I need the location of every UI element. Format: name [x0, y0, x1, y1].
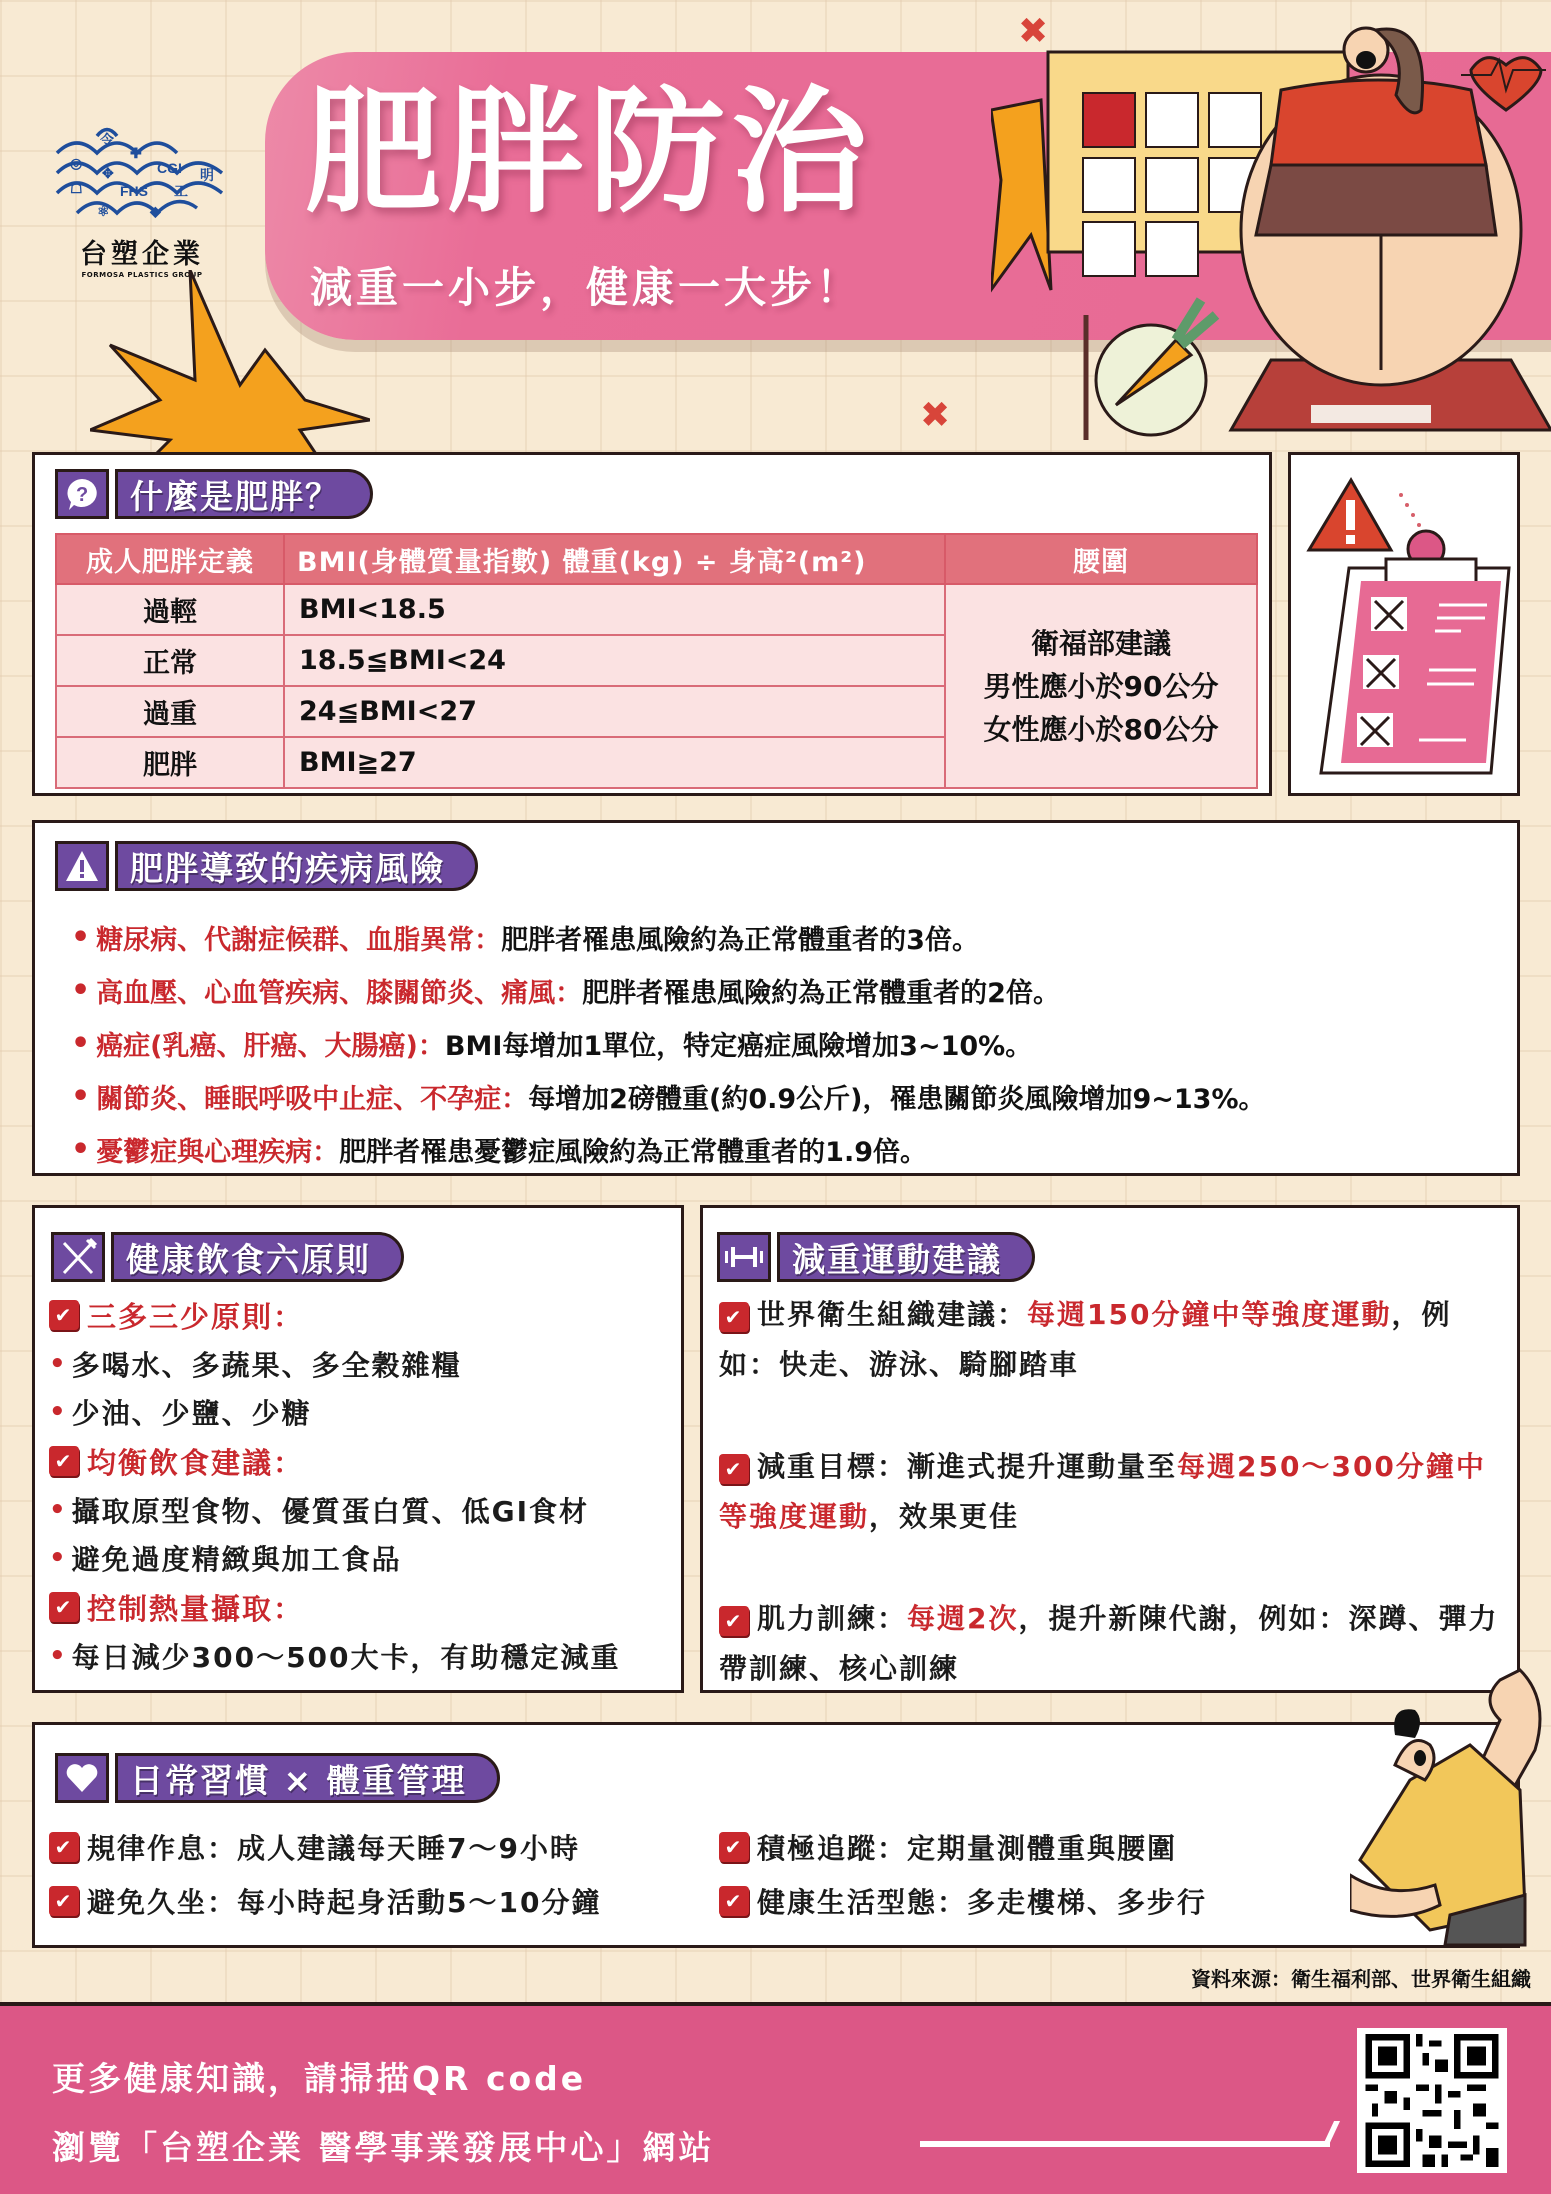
svg-text:◎: ◎ [70, 155, 83, 171]
risk-disease: 關節炎、睡眠呼吸中止症、不孕症： [96, 1084, 529, 1115]
checkbox-icon: ✔ [49, 1592, 79, 1622]
formosa-logo-icon [52, 118, 232, 228]
bmi-table [55, 533, 1258, 789]
heart-icon [55, 1753, 109, 1803]
bmi-range: 18.5≦BMI<24 [284, 635, 945, 686]
diet-heading-label: 均衡飲食建議： [87, 1445, 305, 1480]
list-item [719, 1442, 1509, 1542]
logo-name-cn: 台塑企業 [80, 239, 204, 270]
risk-disease: 憂鬱症與心理疾病： [96, 1137, 340, 1168]
exercise-text: 肌力訓練： [757, 1602, 908, 1635]
waist-line: 男性應小於90公分 [983, 669, 1219, 703]
risk-detail: BMI每增加1單位，特定癌症風險增加3~10%。 [444, 1031, 1033, 1062]
svg-text:◆: ◆ [150, 203, 161, 219]
diet-heading-label: 控制熱量攝取： [87, 1591, 305, 1626]
checkbox-icon: ✔ [719, 1302, 749, 1332]
risk-detail: 肥胖者罹患風險約為正常體重者的3倍。 [501, 925, 979, 956]
checkbox-icon: ✔ [719, 1886, 749, 1916]
table-header: BMI(身體質量指數) 體重(kg) ÷ 身高²(m²) [284, 534, 945, 584]
bullet-icon: • [71, 1079, 91, 1114]
formosa-logo [52, 118, 232, 279]
list-item [49, 1879, 719, 1923]
checkbox-icon: ✔ [49, 1886, 79, 1916]
bullet-icon: • [49, 1397, 68, 1427]
risk-detail: 每增加2磅體重(約0.9公斤)，罹患關節炎風險增加9~13%。 [528, 1084, 1266, 1115]
svg-text:CGI: CGI [157, 160, 182, 176]
habits-card [32, 1722, 1520, 1948]
logo-name-en: FORMOSA PLASTICS GROUP [81, 271, 203, 279]
list-item [49, 1340, 621, 1388]
bullet-icon: • [71, 920, 91, 955]
dumbbell-icon [717, 1232, 771, 1282]
section-title: 日常習慣 × 體重管理 [115, 1753, 500, 1803]
list-item [71, 1123, 1266, 1176]
page-title: 肥胖防治 [305, 74, 873, 232]
section-header [55, 1753, 500, 1803]
exercise-text: ，例如：快走、游泳、騎腳踏車 [719, 1298, 1452, 1381]
footer-line-2: 瀏覽「台塑企業 醫學事業發展中心」網站 [52, 2128, 715, 2167]
footer-line-1: 更多健康知識，請掃描QR code [52, 2059, 587, 2098]
list-item [719, 1825, 1319, 1869]
exercise-text: ，效果更佳 [869, 1500, 1020, 1533]
x-mark-icon: ✖ [920, 395, 951, 436]
fork-knife-icon [51, 1232, 105, 1282]
list-item [71, 964, 1266, 1017]
bmi-category: 肥胖 [56, 737, 284, 788]
list-item [49, 1825, 719, 1869]
risk-detail: 肥胖者罹患憂鬱症風險約為正常體重者的1.9倍。 [339, 1137, 928, 1168]
bmi-category: 過輕 [56, 584, 284, 635]
warning-triangle-icon [55, 841, 109, 891]
diet-list [49, 1290, 621, 1680]
section-header [51, 1232, 404, 1282]
bmi-range: 24≦BMI<27 [284, 686, 945, 737]
clipboard-warning-icon [1291, 455, 1517, 793]
exercise-highlight: 每週150分鐘中等強度運動 [1027, 1298, 1392, 1331]
habit-list [49, 1825, 1319, 1923]
diet-line-text: 攝取原型食物、優質蛋白質、低GI食材 [71, 1495, 590, 1528]
bmi-category: 正常 [56, 635, 284, 686]
habit-text: 健康生活型態：多走樓梯、多步行 [757, 1886, 1208, 1919]
svg-text:令: 令 [100, 132, 114, 148]
section-header [55, 841, 478, 891]
exercise-highlight: 每週250～300分鐘中等強度運動 [719, 1450, 1486, 1533]
risk-disease: 高血壓、心血管疾病、膝關節炎、痛風： [96, 978, 583, 1009]
checkbox-icon: ✔ [719, 1606, 749, 1636]
checkbox-icon: ✔ [49, 1832, 79, 1862]
exercise-highlight: 每週2次 [907, 1602, 1019, 1635]
section-title: 什麼是肥胖？ [115, 469, 373, 519]
list-item [49, 1632, 621, 1680]
bullet-icon: • [49, 1349, 68, 1379]
section-title: 肥胖導致的疾病風險 [115, 841, 478, 891]
svg-text:⚛: ⚛ [97, 203, 110, 219]
diet-heading [49, 1290, 621, 1340]
list-item [719, 1290, 1509, 1390]
risk-list [71, 911, 1266, 1176]
checkbox-icon: ✔ [49, 1446, 79, 1476]
diet-line-text: 每日減少300～500大卡，有助穩定減重 [71, 1641, 621, 1674]
bmi-category: 過重 [56, 686, 284, 737]
svg-text:工: 工 [174, 183, 188, 199]
checkbox-icon: ✔ [719, 1832, 749, 1862]
bullet-icon: • [71, 973, 91, 1008]
waist-line: 衛福部建議 [1030, 626, 1171, 660]
habit-text: 避免久坐：每小時起身活動5～10分鐘 [87, 1886, 602, 1919]
diet-line-text: 多喝水、多蔬果、多全穀雜糧 [71, 1349, 462, 1382]
list-item [49, 1534, 621, 1582]
waist-line: 女性應小於80公分 [983, 712, 1219, 746]
list-item [71, 1070, 1266, 1123]
waist-recommendation [945, 584, 1257, 788]
bullet-icon: • [49, 1543, 68, 1573]
exercise-list [719, 1290, 1509, 1694]
section-title: 減重運動建議 [777, 1232, 1035, 1282]
list-item [49, 1388, 621, 1436]
exercise-text: 世界衛生組織建議： [757, 1298, 1028, 1331]
diet-heading-label: 三多三少原則： [87, 1299, 305, 1334]
table-header: 成人肥胖定義 [56, 534, 284, 584]
risk-disease: 糖尿病、代謝症候群、血脂異常： [96, 925, 502, 956]
risk-detail: 肥胖者罹患風險約為正常體重者的2倍。 [582, 978, 1060, 1009]
arrow-icon [920, 2141, 1330, 2147]
diet-heading [49, 1582, 621, 1632]
diet-line-text: 避免過度精緻與加工食品 [71, 1543, 402, 1576]
list-item [719, 1879, 1319, 1923]
exercise-text: ，提升新陳代謝，例如：深蹲、彈力帶訓練、核心訓練 [719, 1602, 1499, 1685]
exercise-card [700, 1205, 1520, 1693]
disease-risk-card [32, 820, 1520, 1176]
clipboard-card [1288, 452, 1520, 796]
svg-text:明: 明 [200, 167, 214, 183]
diet-card [32, 1205, 684, 1693]
checkbox-icon: ✔ [49, 1300, 79, 1330]
risk-disease: 癌症(乳癌、肝癌、大腸癌)： [96, 1031, 445, 1062]
bullet-icon: • [49, 1641, 68, 1671]
section-title: 健康飲食六原則 [111, 1232, 404, 1282]
page-subtitle: 減重一小步，健康一大步！ [310, 263, 863, 312]
qr-code-icon[interactable] [1357, 2028, 1507, 2173]
table-header: 腰圍 [945, 534, 1257, 584]
bullet-icon: • [71, 1132, 91, 1167]
exercise-text: 減重目標：漸進式提升運動量至 [757, 1450, 1178, 1483]
svg-text:✚: ✚ [130, 145, 142, 161]
x-mark-icon: ✖ [1018, 11, 1049, 52]
bmi-range: BMI≧27 [284, 737, 945, 788]
checkbox-icon: ✔ [719, 1454, 749, 1484]
question-bubble-icon [55, 469, 109, 519]
what-is-obesity-card [32, 452, 1272, 796]
woman-on-scale-illustration [991, 0, 1551, 450]
cheering-man-illustration [1350, 1660, 1550, 1960]
section-header [55, 469, 373, 519]
data-source: 資料來源：衛生福利部、世界衛生組織 [1191, 1967, 1531, 1991]
bullet-icon: • [71, 1026, 91, 1061]
svg-text:☖: ☖ [70, 180, 83, 196]
svg-text:✥: ✥ [102, 165, 114, 181]
list-item [49, 1486, 621, 1534]
svg-text:?: ? [76, 484, 89, 506]
diet-heading [49, 1436, 621, 1486]
bullet-icon: • [49, 1495, 68, 1525]
habit-text: 積極追蹤：定期量測體重與腰圍 [757, 1832, 1178, 1865]
section-header [717, 1232, 1035, 1282]
table-row [56, 584, 1257, 635]
svg-text:FHS: FHS [120, 183, 148, 199]
list-item [71, 1017, 1266, 1070]
habit-text: 規律作息：成人建議每天睡7～9小時 [87, 1832, 580, 1865]
bmi-range: BMI<18.5 [284, 584, 945, 635]
diet-line-text: 少油、少鹽、少糖 [71, 1397, 312, 1430]
list-item [71, 911, 1266, 964]
